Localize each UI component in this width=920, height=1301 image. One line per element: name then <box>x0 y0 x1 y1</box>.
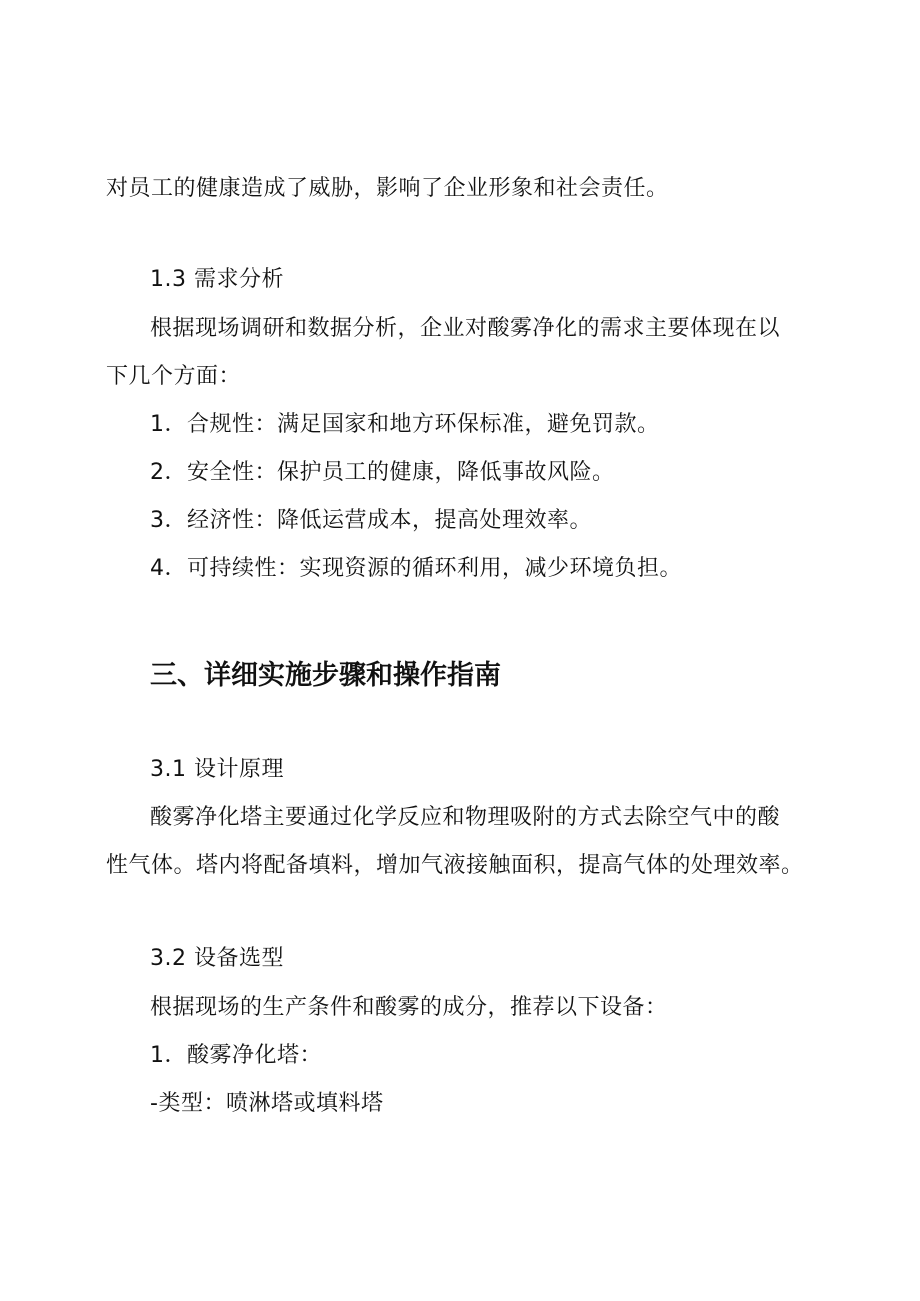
section-1-3-title: 1.3 需求分析 <box>150 267 284 292</box>
list-item: 4．可持续性：实现资源的循环利用，减少环境负担。 <box>150 556 682 581</box>
section-3-2-title: 3.2 设备选型 <box>150 946 284 971</box>
list-item: 1．合规性：满足国家和地方环保标准，避免罚款。 <box>150 412 660 437</box>
section-1-3-paragraph-line-1: 根据现场调研和数据分析，企业对酸雾净化的需求主要体现在以 <box>150 316 781 341</box>
section-3-1-paragraph-line-2: 性气体。塔内将配备填料，增加气液接触面积，提高气体的处理效率。 <box>106 853 804 878</box>
section-3-1-title: 3.1 设计原理 <box>150 757 284 782</box>
list-item: 2．安全性：保护员工的健康，降低事故风险。 <box>150 460 615 485</box>
section-3-2-paragraph: 根据现场的生产条件和酸雾的成分，推荐以下设备： <box>150 995 668 1020</box>
list-item: 1．酸雾净化塔： <box>150 1043 322 1068</box>
section-3-1-paragraph-line-1: 酸雾净化塔主要通过化学反应和物理吸附的方式去除空气中的酸 <box>150 805 781 830</box>
chapter-3-heading: 三、详细实施步骤和操作指南 <box>150 660 501 691</box>
section-1-3-paragraph-line-2: 下几个方面： <box>106 364 242 389</box>
list-item: 3．经济性：降低运营成本，提高处理效率。 <box>150 508 592 533</box>
sub-list-item: -类型：喷淋塔或填料塔 <box>150 1091 384 1116</box>
intro-tail-line: 对员工的健康造成了威胁，影响了企业形象和社会责任。 <box>106 176 669 201</box>
